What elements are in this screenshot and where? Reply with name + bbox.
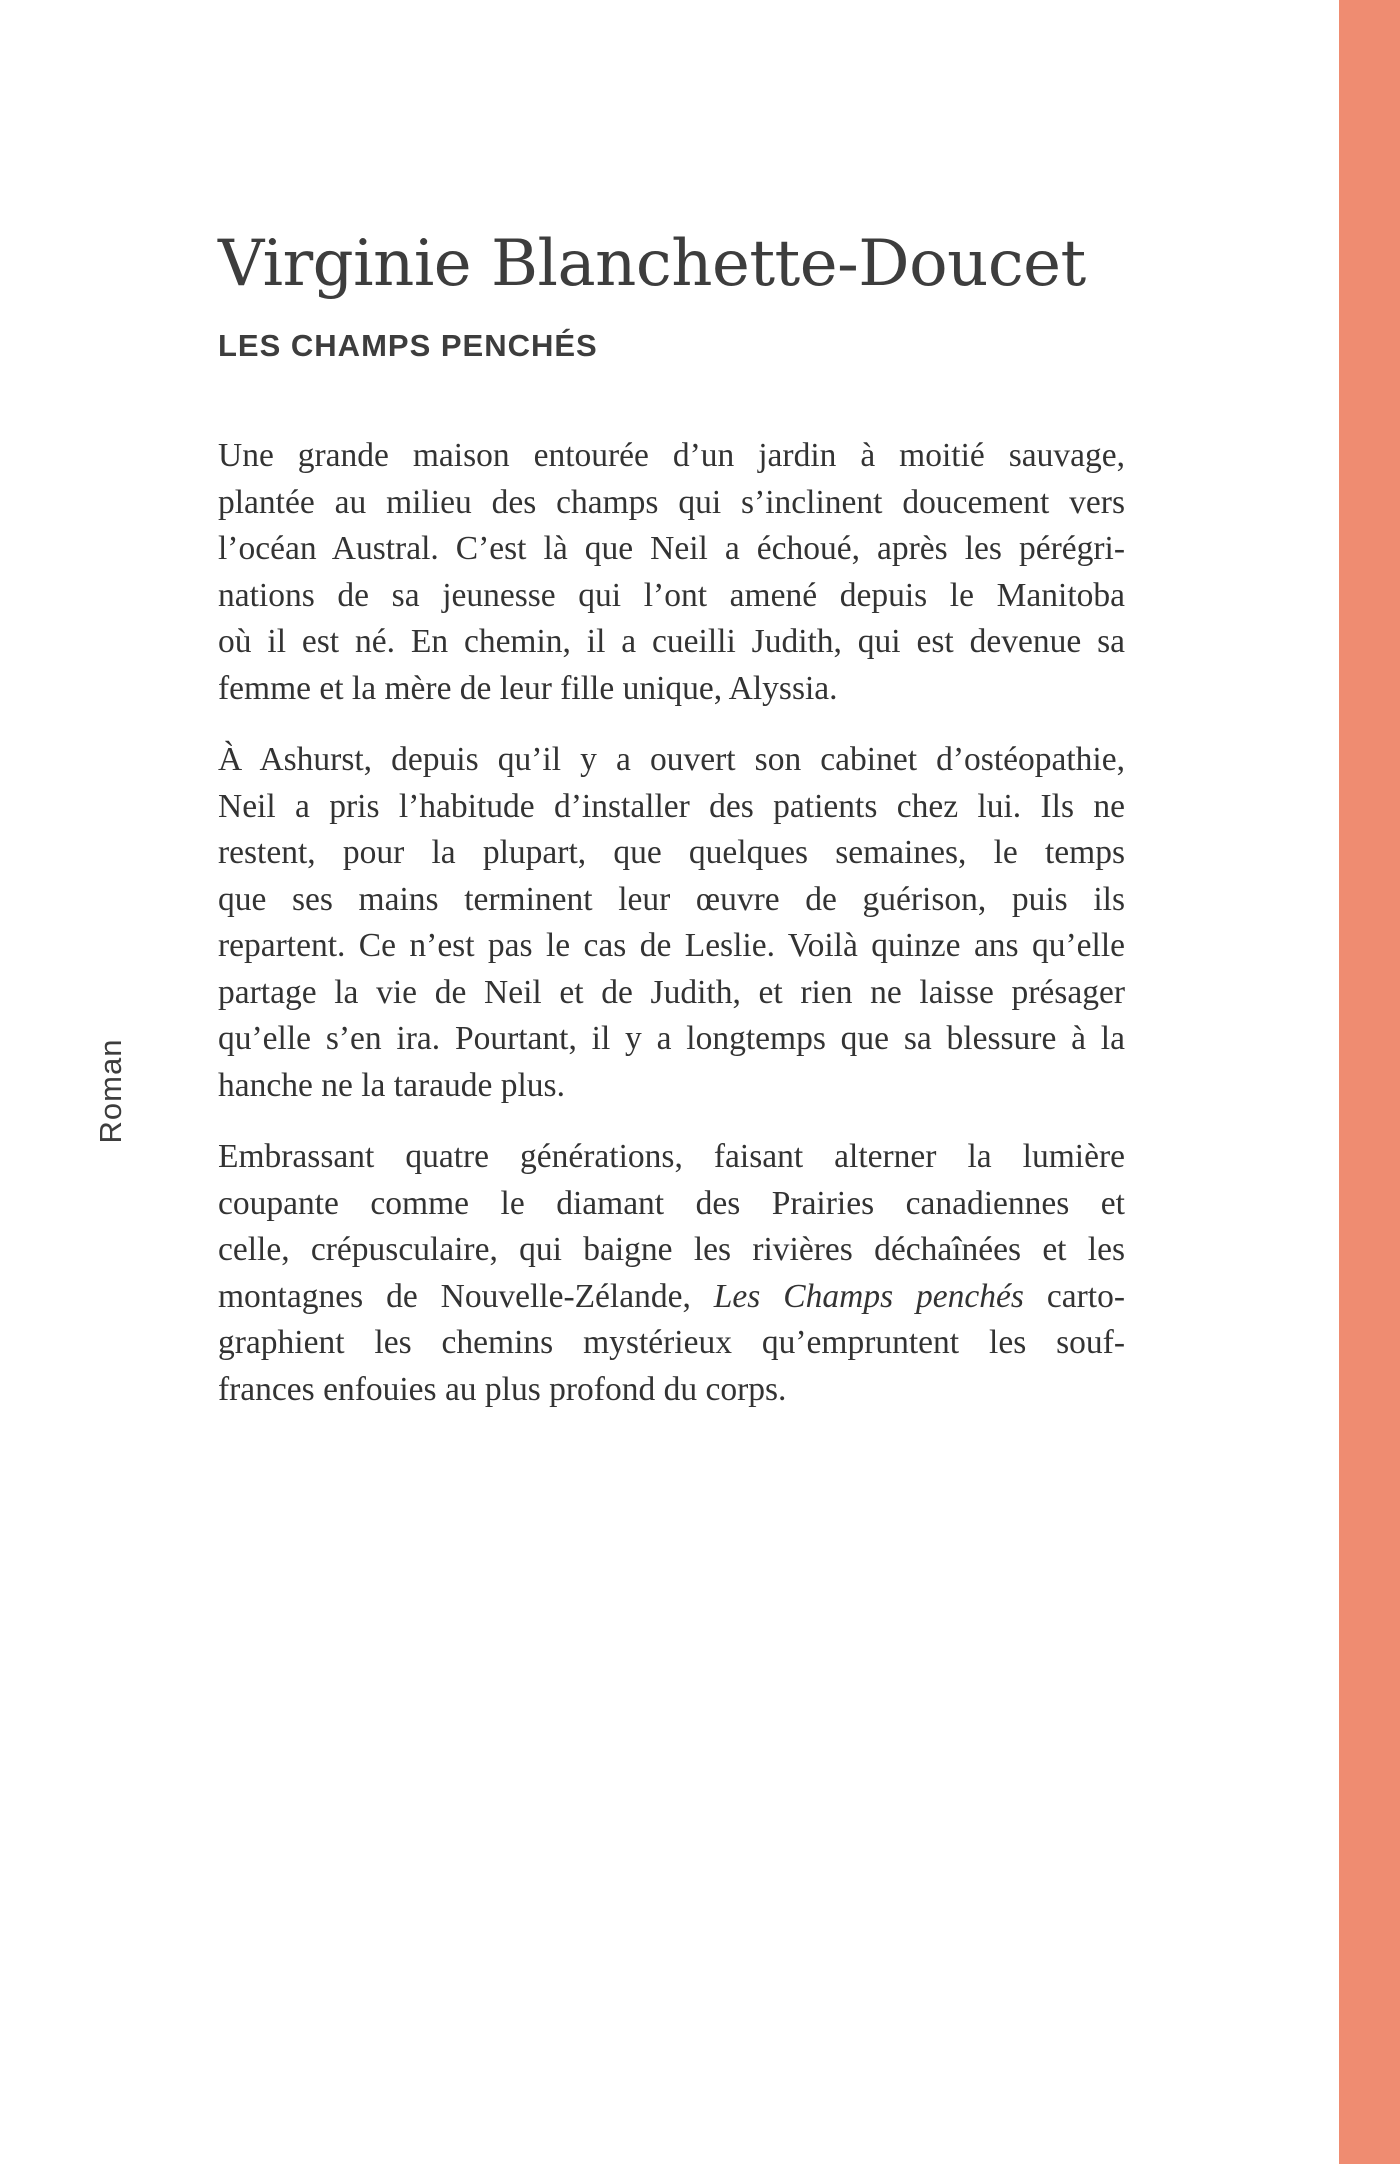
blurb-line: restent, pour la plupart, que quelques semaines, le temps bbox=[218, 834, 1125, 871]
blurb-paragraph-2 bbox=[218, 737, 1125, 1109]
blurb-line: celle, crépusculaire, qui baigne les rivières déchaînées et les bbox=[218, 1231, 1125, 1268]
blurb bbox=[218, 433, 1125, 1413]
blurb-line: repartent. Ce n’est pas le cas de Leslie. Voilà quinze ans qu’elle bbox=[218, 927, 1125, 964]
blurb-line: femme et la mère de leur fille unique, Alyssia. bbox=[218, 669, 838, 707]
blurb-line-with-title bbox=[218, 1274, 1125, 1321]
blurb-paragraph-1 bbox=[218, 433, 1125, 712]
blurb-line: que ses mains terminent leur œuvre de guérison, puis ils bbox=[218, 880, 1125, 918]
blurb-text: montagnes de Nouvelle-Zélande, bbox=[218, 1277, 714, 1315]
blurb-line: Neil a pris l’habitude d’installer des patients chez lui. Ils ne bbox=[218, 787, 1125, 825]
blurb-line: Une grande maison entourée d’un jardin à moitié sauvage, bbox=[218, 437, 1125, 474]
blurb-line: nations de sa jeunesse qui l’ont amené depuis le Manitoba bbox=[218, 576, 1125, 614]
book-title: LES CHAMPS PENCHÉS bbox=[218, 328, 598, 363]
blurb-text: carto- bbox=[1023, 1277, 1125, 1315]
blurb-line: hanche ne la taraude plus. bbox=[218, 1066, 565, 1104]
author-name: Virginie Blanchette-Doucet bbox=[218, 227, 1086, 301]
blurb-line: plantée au milieu des champs qui s’inclinent doucement vers bbox=[218, 483, 1125, 521]
blurb-line: coupante comme le diamant des Prairies canadiennes et bbox=[218, 1184, 1125, 1222]
genre-label: Roman bbox=[93, 1038, 128, 1144]
blurb-line: qu’elle s’en ira. Pourtant, il y a longtemps que sa blessure à la bbox=[218, 1020, 1125, 1057]
blurb-line: partage la vie de Neil et de Judith, et rien ne laisse présager bbox=[218, 973, 1125, 1011]
book-title-italic: Les Champs penchés bbox=[713, 1277, 1024, 1315]
blurb-line: l’océan Austral. C’est là que Neil a échoué, après les pérégri- bbox=[218, 530, 1125, 567]
spine-color-band bbox=[1339, 0, 1400, 2164]
blurb-line: Embrassant quatre générations, faisant alterner la lumière bbox=[218, 1138, 1125, 1175]
blurb-line: frances enfouies au plus profond du corps. bbox=[218, 1370, 787, 1408]
blurb-line: graphient les chemins mystérieux qu’empruntent les souf- bbox=[218, 1324, 1125, 1361]
blurb-line: où il est né. En chemin, il a cueilli Judith, qui est devenue sa bbox=[218, 623, 1125, 660]
blurb-line: À Ashurst, depuis qu’il y a ouvert son cabinet d’ostéopathie, bbox=[218, 741, 1125, 778]
blurb-paragraph-3 bbox=[218, 1134, 1125, 1413]
